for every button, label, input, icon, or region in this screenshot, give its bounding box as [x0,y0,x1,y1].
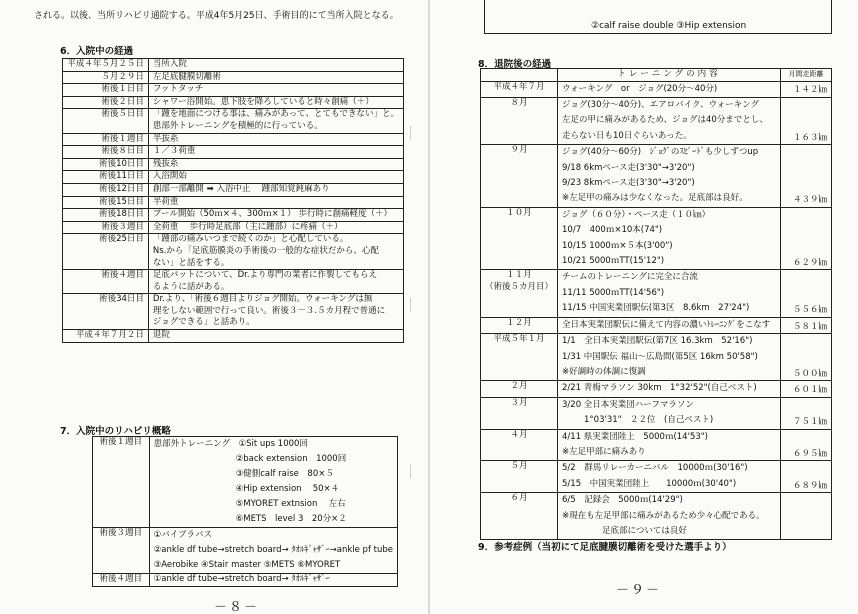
row-date-text: 術後12日目 [99,183,144,194]
row-training-line: 10/21 5000ｍTT(15'12") [562,256,665,267]
row-period [93,528,150,574]
row-event-line: 理をしない範囲で行って良い。術後３－３.５カ月程で普通に [152,305,386,316]
binding-hole [410,126,421,140]
row-date [63,71,149,84]
row-date [63,109,149,133]
continued-row-text: ②calf raise double ③Hip extension [591,21,747,31]
header-content: トレーニングの内容 [558,69,781,82]
row-program-line: ⑤MYORET extnsion 左右 [235,499,346,509]
row-period-text: 術後４週目 [99,574,143,584]
table-row [93,574,398,587]
header-km: 月間走距離 [781,69,832,82]
row-month-text: ２月 [510,381,528,392]
row-date-text: 平成４年５月２５日 [67,59,144,69]
row-training-line: ※左足甲部に痛みあり [562,446,646,457]
row-date-text: 術後18日目 [99,209,144,220]
row-date [63,330,149,343]
table-row [481,429,832,461]
row-event-line: 当所入院 [152,59,187,69]
table-row [63,209,404,222]
table-row [481,145,832,208]
row-training-line: 11/11 5000ｍTT(14'56") [562,287,665,298]
row-training-line: 4/11 県実業団陸上 5000ｍ(14'53") [562,431,708,442]
row-month-text: １０月 [506,207,532,218]
row-distance: ６０１㎞ [781,381,832,397]
row-training-line: ※好調時の体調に復調 [562,366,646,377]
header-blank [481,69,558,82]
row-training-line: ジョグ(30分～40分)、エアロバイク、ウォーキング [562,100,760,110]
table-row [63,158,404,171]
row-date [63,96,149,109]
row-training [558,397,781,429]
row-date [63,183,149,196]
row-event [148,71,403,84]
row-training-line: ※現在も左足甲部に痛みがあるため少々心配である。 [562,510,765,521]
row-month [481,381,558,397]
row-date-text: 術後２日目 [101,96,144,107]
row-period-text: 術後３週目 [99,528,143,538]
row-training [558,145,781,208]
row-training-line: 1/1 全日本実業団駅伝(第7区 16.3km 52'16") [562,336,753,347]
table-row [63,234,404,270]
table-row [63,84,404,97]
row-date-text: 術後８日目 [101,146,144,157]
row-date-text: 術後３週目 [101,221,144,232]
row-month-text: ５月 [510,461,528,472]
row-training [558,81,781,97]
table-row [93,528,398,574]
row-program-line: ④Hip extension 50×４ [235,484,340,494]
row-event-line: 「踵部の痛みいつまで続くのか」と心配している。 [152,234,349,245]
row-date-text: 術後10日目 [99,158,144,169]
intro-line: される。以後、当所リハビリ通院する。平成4年5月25日、手術目的にて当所入院となる。 [34,11,399,21]
row-event-line: Dr.より、「術後６週目よりジョグ開始。ウォーキングは無 [152,294,373,305]
row-event [148,294,403,330]
row-distance: ６８９㎞ [781,461,832,493]
row-event [148,133,403,146]
row-training [558,270,781,317]
row-program-line: ①バイブラバス [153,530,212,540]
row-training-line: 足底部については良好 [602,525,687,536]
row-event [148,183,403,196]
row-date [63,221,149,234]
table-row [481,381,832,397]
row-date-text: 平成４年７月２日 [75,330,144,341]
row-month [481,429,558,461]
row-training [558,207,781,270]
row-month-text: 平成５年１月 [493,334,545,345]
row-distance: ６９５㎞ [781,429,832,461]
row-event-line: 足底パットについて、Dr.より専門の業者に作製してもらえ [152,270,378,281]
row-date [63,209,149,222]
row-training-line: ジョグ(40分～60分) ｼﾞｮｸﾞのｽﾋﾟｰﾄﾞも少しずつup [562,147,759,158]
row-training [558,334,781,381]
row-date [63,59,149,72]
row-event-line: 「踵を地面につける事は、痛みがあって、とてもできない」と。 [152,109,399,120]
row-program-line: ⑥METS level 3 20分×２ [235,514,347,524]
row-event-line: シャワー浴開始。患下肢を降ろしていると時々創痛（＋） [152,96,374,107]
row-date [63,294,149,330]
row-month [481,98,558,145]
row-program-line: ①ankle df tube→stretch board→ ﾀｵﾙｷﾞｬｻﾞｰ [153,574,330,584]
right-page [430,0,858,614]
row-training-line: チームのトレーニングに完全に合流 [562,272,698,283]
table-row [63,294,404,330]
row-period-text: 術後１週目 [99,437,143,447]
row-date [63,84,149,97]
row-training-line: 1/31 中国駅伝 福山～広島間(第5区 16km 50'58") [562,351,758,362]
row-event [148,234,403,270]
row-date-text: 術後１日目 [101,84,144,95]
table-row [481,270,832,317]
row-event [148,196,403,209]
table-header-row [481,69,832,82]
row-date [63,133,149,146]
row-event-line: るように話がある。 [152,281,230,292]
section-9-title: 9．参考症例（当初にて足底腱膜切離術を受けた選手より） [478,542,732,553]
row-month-text: 平成４年７月 [493,81,545,92]
row-event [148,146,403,159]
row-event-line: 残抜糸 [152,158,179,169]
page-number-left: －８－ [214,600,260,614]
section-7-title: 7．入院中のリハビリ概略 [60,426,171,437]
table-row [481,334,832,381]
left-page [0,0,428,614]
row-training-line: 3/20 全日本実業団ハーフマラソン [562,399,694,410]
row-training [558,493,781,540]
row-date-text: 術後25日目 [99,234,144,245]
row-month [481,317,558,333]
row-event-line: 左足底腱膜切離術 [152,71,221,82]
row-event [148,109,403,133]
row-program-line: ③健側calf raise 80×５ [235,469,334,479]
table-row [481,98,832,145]
row-event-line: 患部外トレーニングを積極的に行っている。 [152,120,323,131]
row-event [148,209,403,222]
row-month-text: ３月 [510,397,528,408]
table-row [63,330,404,343]
row-training-line: ※左足甲の痛みは少なくなった。足底部は良好。 [562,193,748,204]
table-row [63,96,404,109]
table-row [481,397,832,429]
row-training-line: ジョグ（６０分）・ペース走（１０㎞） [562,209,711,220]
row-month [481,397,558,429]
table-row [63,270,404,294]
row-month [481,493,558,540]
row-date-text: 術後４週目 [101,270,144,281]
table-row [63,109,404,133]
row-date [63,270,149,294]
row-event-line: フットタッチ [152,84,204,95]
row-training-line: 1°03'31" ２２位 (自己ベスト) [584,415,714,426]
row-training [558,461,781,493]
row-distance: ５５６㎞ [781,270,832,317]
row-date-text: ５月２９日 [101,71,144,82]
row-training-line: 11/15 中国実業団駅伝(第3区 8.6km 27'24") [562,303,750,314]
row-distance [781,493,832,540]
row-training-line: 10/15 1000ｍ×５本(3'00") [562,240,673,251]
row-month [481,334,558,381]
row-month [481,81,558,97]
row-training-line: 全日本実業団駅伝に備えて内容の濃いﾄﾚｰﾆﾝｸﾞをこなす [562,319,771,330]
row-month-text: ４月 [510,429,528,440]
row-event [148,158,403,171]
row-event [148,330,403,343]
row-event-line: 退院 [152,330,170,341]
row-month-text: １２月 [506,317,532,328]
row-month [481,270,558,317]
row-event-line: Ns.から「足底筋膜炎の手術後の一般的な症状だから、心配 [152,245,379,256]
row-month-text: ６月 [510,493,528,504]
row-training-line: 左足の甲に痛みがあるため、ジョグは40分までとし、 [562,115,768,126]
row-month-text: （術後５カ月目） [485,282,554,293]
table-row [63,196,404,209]
row-training [558,429,781,461]
table-row [63,171,404,184]
table-row [63,183,404,196]
page-number-right: －９－ [616,583,662,598]
row-month [481,207,558,270]
row-distance: １４２㎞ [781,81,832,97]
row-distance: ７５１㎞ [781,397,832,429]
table-row [93,437,398,528]
row-program-line: ②back extension 1000回 [235,454,347,464]
row-program-line: 患部外トレーニング ①Sit ups 1000回 [153,439,308,449]
row-month-text: ８月 [510,98,528,108]
table-row [481,207,832,270]
row-distance: ４３９㎞ [781,145,832,208]
row-date-text: 術後11日目 [99,171,144,182]
row-training [558,98,781,145]
row-event [148,59,403,72]
binding-hole [410,298,421,312]
row-training-line: ウォーキング or ジョグ(20分～40分) [562,83,718,94]
row-event-line: プール開始（50ｍ×４、300ｍ×１） 歩行時に創痛軽度（＋） [152,209,392,220]
section-6-title: 6．入院中の経過 [60,46,134,57]
table-row [481,493,832,540]
row-event-line: 全荷重 歩行時足底部（主に踵部）に疼痛（＋） [152,221,343,232]
row-training-line: 5/15 中国実業団陸上 10000ｍ(30'40") [562,478,737,489]
row-period [93,437,150,528]
row-date-text: 術後５日目 [101,109,144,120]
row-training [558,381,781,397]
row-month-text: ９月 [510,145,528,156]
row-event [148,171,403,184]
row-period [93,574,150,587]
table-row [63,71,404,84]
row-event-line: 半荷重 [152,196,179,207]
row-program [149,528,397,574]
row-event-line: ジョグできる」と話あり。 [152,317,255,328]
table-row [481,461,832,493]
row-date [63,146,149,159]
row-date [63,234,149,270]
table-row [63,59,404,72]
table-row [63,146,404,159]
row-training-line: 9/18 6kmペース走(3'30"→3'20") [562,162,695,173]
table-row [481,317,832,333]
row-month [481,461,558,493]
row-program [149,574,397,587]
row-date [63,196,149,209]
row-program [149,437,397,528]
row-date [63,171,149,184]
row-event [148,270,403,294]
table-row [63,133,404,146]
row-event [148,84,403,97]
row-training-line: 走らない日も10日ぐらいあった。 [562,130,692,141]
row-training [558,317,781,333]
row-event-line: １／３荷重 [152,146,196,157]
row-distance: ５００㎞ [781,334,832,381]
binding-hole [410,464,421,478]
row-event [148,96,403,109]
row-training-line: 5/2 群馬リレーカーニバル 10000ｍ(30'16") [562,463,748,474]
row-training-line: 9/23 8kmペース走(3'30"→3'20") [562,178,695,189]
rehab-summary-table [92,436,398,587]
row-training-line: 2/21 青梅マラソン 30km 1°32'52"(自己ベスト) [562,383,757,394]
row-event [148,221,403,234]
row-event-line: 創部一部離開 ➡ 入浴中止 踵部知覚鈍麻あり [152,183,330,194]
row-training-line: 6/5 記録会 5000ｍ(14'29") [562,495,683,506]
table-row [63,221,404,234]
row-month-text: １１月 [506,270,532,281]
row-event-line: 入浴開始 [152,171,187,182]
continued-table-cell [484,0,832,34]
post-discharge-table [480,68,832,540]
row-date [63,158,149,171]
row-date-text: 術後15日目 [99,196,144,207]
row-distance: ５８１㎞ [781,317,832,333]
row-date-text: 術後34日目 [99,294,144,305]
row-event-line: ない」と話をする。 [152,257,230,268]
row-distance: ６２９㎞ [781,207,832,270]
hospital-course-table [62,58,404,343]
row-program-line: ③Aerobike ④Stair master ⑤METS ⑥MYORET [153,560,341,570]
row-distance: １６３㎞ [781,98,832,145]
row-event-line: 半抜糸 [152,133,179,144]
table-row [481,81,832,97]
row-month [481,145,558,208]
row-program-line: ②ankle df tube→stretch board→ ﾀｵﾙｷﾞｬｻﾞｰ→ankle pf tube [153,545,393,555]
row-training-line: 10/7 400ｍ×10本(74") [562,225,663,236]
row-date-text: 術後１週目 [101,133,144,144]
section-8-title: 8．退院後の経過 [478,59,552,70]
